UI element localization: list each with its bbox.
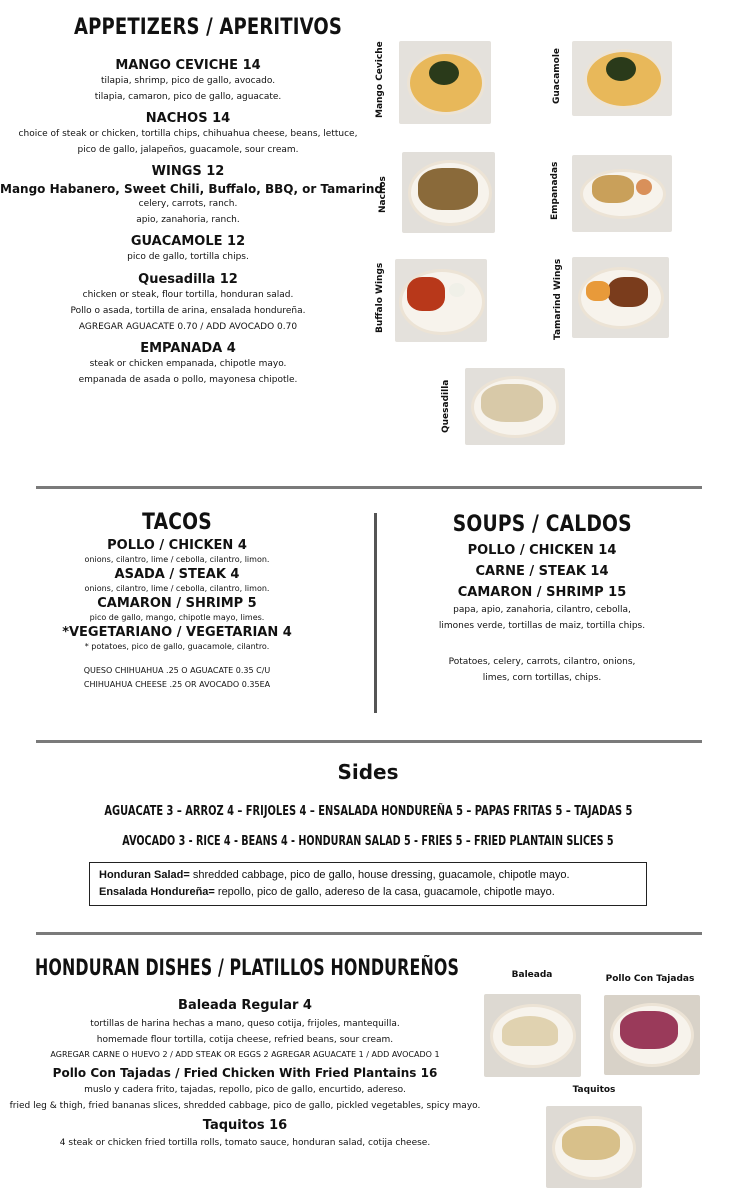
menu-item — [0, 998, 490, 1062]
item-name: Quesadilla 12 — [138, 272, 238, 287]
photo-label: Buffalo Wings — [375, 262, 385, 333]
item-desc: muslo y cadera frito, tajadas, repollo, pico de gallo, encurtido, adereso. — [84, 1085, 406, 1095]
mango-ceviche-photo — [399, 41, 491, 124]
item-name: POLLO / CHICKEN 14 — [467, 543, 617, 558]
menu-item — [0, 111, 376, 158]
honduran-list — [0, 998, 490, 1151]
item-desc: Pollo o asada, tortilla de arina, ensalada hondureña. — [70, 306, 306, 316]
menu-item — [0, 58, 376, 105]
menu-item — [0, 234, 376, 265]
section-divider — [36, 740, 702, 743]
sides-line-english — [0, 830, 736, 849]
item-desc: limes, corn tortillas, chips. — [482, 673, 602, 683]
item-desc: pico de gallo, jalapeños, guacamole, sour cream. — [77, 145, 299, 155]
item-desc: Potatoes, celery, carrots, cilantro, onions, — [448, 657, 636, 667]
photo-label: Empanadas — [550, 161, 560, 220]
item-name: MANGO CEVICHE 14 — [115, 58, 261, 73]
item-desc: celery, carrots, ranch. — [138, 199, 238, 209]
photo-label: Quesadilla — [441, 379, 451, 433]
menu-item — [0, 341, 376, 388]
buffalo-wings-photo — [395, 259, 487, 342]
menu-item — [0, 272, 376, 335]
item-name: Pollo Con Tajadas / Fried Chicken With Fried Plantains 16 — [52, 1066, 438, 1080]
photo-label: Baleada — [511, 970, 553, 980]
menu-item — [0, 1118, 490, 1151]
item-name: GUACAMOLE 12 — [130, 234, 246, 249]
item-name: WINGS 12 — [151, 164, 225, 179]
tacos-title: TACOS — [142, 510, 212, 535]
item-desc: steak or chicken empanada, chipotle mayo. — [89, 359, 287, 369]
tacos-extra: CHIHUAHUA CHEESE .25 OR AVOCADO 0.35EA — [83, 680, 271, 689]
appetizers-title: APPETIZERS / APERITIVOS — [74, 15, 343, 40]
honduran-title: HONDURAN DISHES / PLATILLOS HONDUREÑOS — [35, 956, 460, 981]
item-desc: tilapia, camaron, pico de gallo, aguacate. — [94, 92, 282, 102]
tacos-section — [0, 510, 354, 692]
item-desc: onions, cilantro, lime / cebolla, cilantro, limon. — [84, 555, 270, 564]
taquitos-photo — [546, 1106, 642, 1188]
baleada-photo — [484, 994, 581, 1077]
item-subtitle: Mango Habanero, Sweet Chili, Buffalo, BBQ, or Tamarind — [0, 182, 384, 196]
guacamole-photo — [572, 41, 672, 116]
menu-item — [0, 1066, 490, 1114]
photo-label: Taquitos — [572, 1085, 616, 1095]
column-divider — [374, 513, 377, 713]
item-name: Baleada Regular 4 — [178, 998, 312, 1013]
item-desc: limones verde, tortillas de maiz, tortilla chips. — [438, 621, 646, 631]
photo-label: Tamarind Wings — [553, 258, 563, 340]
item-name: Taquitos 16 — [202, 1118, 288, 1133]
photo-label: Guacamole — [552, 47, 562, 104]
salad-definition-spanish: Ensalada Hondureña= repollo, pico de gallo, adereso de la casa, guacamole, chipotle mayo. — [99, 886, 555, 898]
item-name: EMPANADA 4 — [140, 341, 236, 356]
nachos-photo — [402, 152, 495, 233]
salad-definition-english: Honduran Salad= shredded cabbage, pico de gallo, house dressing, guacamole, chipotle mayo. — [99, 869, 570, 881]
photo-label: Mango Ceviche — [375, 41, 385, 118]
item-desc: pico de gallo, tortilla chips. — [127, 252, 249, 262]
tamarind-wings-photo — [572, 257, 669, 338]
photo-label: Nachos — [378, 176, 388, 213]
item-name: NACHOS 14 — [145, 111, 231, 126]
quesadilla-photo — [465, 368, 565, 445]
item-name: ASADA / STEAK 4 — [114, 567, 240, 582]
salad-definition-box — [89, 862, 647, 906]
item-desc: AGREGAR CARNE O HUEVO 2 / ADD STEAK OR EGGS 2 AGREGAR AGUACATE 1 / ADD AVOCADO 1 — [50, 1050, 440, 1059]
item-desc: * potatoes, pico de gallo, guacamole, cilantro. — [84, 642, 270, 651]
item-desc: homemade flour tortilla, cotija cheese, refried beans, sour cream. — [96, 1035, 394, 1045]
soups-section — [384, 512, 700, 686]
item-desc: tilapia, shrimp, pico de gallo, avocado. — [100, 76, 276, 86]
item-desc: 4 steak or chicken fried tortilla rolls, tomato sauce, honduran salad, cotija cheese. — [59, 1138, 431, 1148]
item-desc: choice of steak or chicken, tortilla chips, chihuahua cheese, beans, lettuce, — [18, 129, 358, 139]
item-desc: empanada de asada o pollo, mayonesa chipotle. — [78, 375, 298, 385]
pollo-con-tajadas-photo — [604, 995, 700, 1075]
soups-title: SOUPS / CALDOS — [452, 512, 632, 537]
item-name: CARNE / STEAK 14 — [475, 564, 609, 579]
item-name: CAMARON / SHRIMP 5 — [97, 596, 257, 611]
item-desc: AGREGAR AGUACATE 0.70 / ADD AVOCADO 0.70 — [78, 322, 298, 332]
item-name: CAMARON / SHRIMP 15 — [457, 585, 627, 600]
item-desc: chicken or steak, flour tortilla, honduran salad. — [82, 290, 294, 300]
item-desc: fried leg & thigh, fried bananas slices, shredded cabbage, pico de gallo, pickled vegetables, spicy mayo. — [9, 1101, 481, 1111]
item-name: POLLO / CHICKEN 4 — [107, 538, 247, 553]
section-divider — [36, 932, 702, 935]
item-desc: pico de gallo, mango, chipotle mayo, limes. — [89, 613, 265, 622]
sides-line-spanish: AGUACATE 3 – ARROZ 4 – FRIJOLES 4 – ENSALADA HONDUREÑA 5 – PAPAS FRITAS 5 – TAJADAS 5 — [103, 804, 633, 819]
sides-line-text: AVOCADO 3 - RICE 4 - BEANS 4 - HONDURAN SALAD 5 - FRIES 5 – FRIED PLANTAIN SLICES 5 — [122, 834, 614, 849]
item-desc: apio, zanahoria, ranch. — [136, 215, 240, 225]
section-divider — [36, 486, 702, 489]
tacos-extra: QUESO CHIHUAHUA .25 O AGUACATE 0.35 C/U — [83, 666, 271, 675]
empanadas-photo — [572, 155, 672, 232]
photo-label: Pollo Con Tajadas — [605, 974, 695, 984]
item-desc: onions, cilantro, lime / cebolla, cilantro, limon. — [84, 584, 270, 593]
item-desc: papa, apio, zanahoria, cilantro, cebolla, — [453, 605, 631, 615]
item-desc: tortillas de harina hechas a mano, queso cotija, frijoles, mantequilla. — [90, 1019, 400, 1029]
item-name: *VEGETARIANO / VEGETARIAN 4 — [62, 625, 292, 640]
sides-title: Sides — [337, 760, 399, 784]
